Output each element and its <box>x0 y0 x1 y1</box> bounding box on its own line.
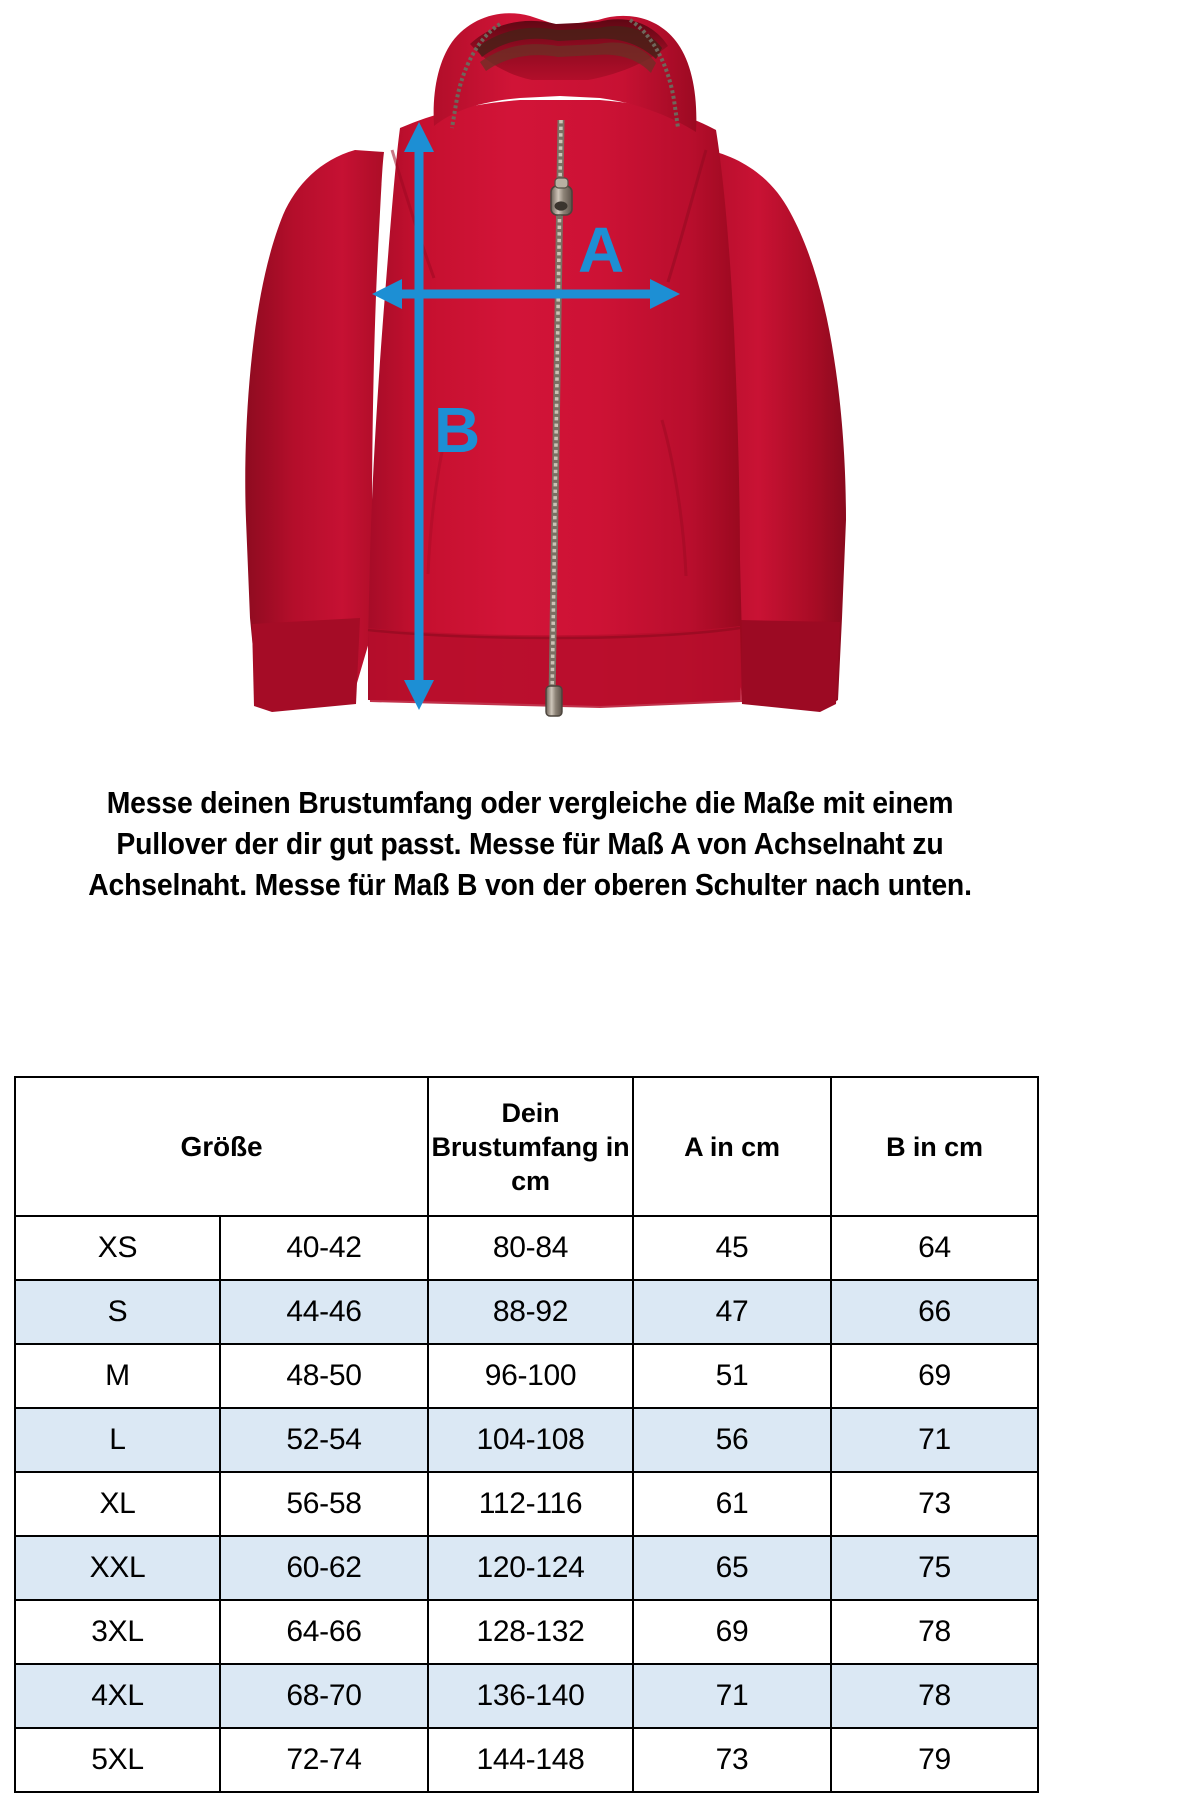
cell-eu-size: 72-74 <box>220 1728 428 1792</box>
cell-b: 79 <box>831 1728 1038 1792</box>
cell-a: 47 <box>633 1280 831 1344</box>
size-table-container <box>14 1076 1037 1793</box>
cell-chest: 80-84 <box>428 1216 633 1280</box>
cell-b: 73 <box>831 1472 1038 1536</box>
cell-size: S <box>15 1280 220 1344</box>
header-row <box>15 1077 1038 1216</box>
cell-b: 75 <box>831 1536 1038 1600</box>
measure-label-a: A <box>578 214 625 286</box>
cell-eu-size: 40-42 <box>220 1216 428 1280</box>
size-table <box>14 1076 1039 1793</box>
table-row <box>15 1344 1038 1408</box>
cell-b: 69 <box>831 1344 1038 1408</box>
cell-chest: 112-116 <box>428 1472 633 1536</box>
table-body <box>15 1216 1038 1792</box>
cell-eu-size: 60-62 <box>220 1536 428 1600</box>
table-header <box>15 1077 1038 1216</box>
cell-eu-size: 64-66 <box>220 1600 428 1664</box>
cell-chest: 88-92 <box>428 1280 633 1344</box>
right-cuff <box>738 620 840 712</box>
cell-size: 5XL <box>15 1728 220 1792</box>
measurement-instructions: Messe deinen Brustumfang oder vergleiche die Maße mit einem Pullover der dir gut passt. Messe für Maß A von Achselnaht zu Achselnaht. Messe für Maß B von der oberen Schulter nach unten. <box>88 785 972 902</box>
column-header-b-in-cm: B in cm <box>831 1077 1038 1216</box>
cell-eu-size: 56-58 <box>220 1472 428 1536</box>
table-row <box>15 1216 1038 1280</box>
cell-chest: 96-100 <box>428 1344 633 1408</box>
cell-b: 64 <box>831 1216 1038 1280</box>
cell-eu-size: 68-70 <box>220 1664 428 1728</box>
table-row <box>15 1536 1038 1600</box>
measure-label-b: B <box>434 394 481 466</box>
cell-size: XS <box>15 1216 220 1280</box>
cell-size: M <box>15 1344 220 1408</box>
cell-a: 71 <box>633 1664 831 1728</box>
cell-chest: 104-108 <box>428 1408 633 1472</box>
column-header-a-in-cm: A in cm <box>633 1077 831 1216</box>
cell-size: 4XL <box>15 1664 220 1728</box>
cell-a: 73 <box>633 1728 831 1792</box>
jacket-illustration <box>0 0 1200 740</box>
cell-a: 56 <box>633 1408 831 1472</box>
cell-b: 66 <box>831 1280 1038 1344</box>
cell-size: XL <box>15 1472 220 1536</box>
zipper-bottom-stop <box>546 686 562 716</box>
left-cuff <box>252 618 360 712</box>
cell-chest: 120-124 <box>428 1536 633 1600</box>
table-row <box>15 1664 1038 1728</box>
column-header-groesse: Größe <box>15 1077 428 1216</box>
cell-a: 65 <box>633 1536 831 1600</box>
cell-chest: 128-132 <box>428 1600 633 1664</box>
cell-a: 61 <box>633 1472 831 1536</box>
cell-a: 69 <box>633 1600 831 1664</box>
cell-size: L <box>15 1408 220 1472</box>
cell-a: 51 <box>633 1344 831 1408</box>
cell-a: 45 <box>633 1216 831 1280</box>
table-row <box>15 1280 1038 1344</box>
table-row <box>15 1472 1038 1536</box>
table-row <box>15 1408 1038 1472</box>
cell-chest: 136-140 <box>428 1664 633 1728</box>
table-row <box>15 1728 1038 1792</box>
cell-b: 78 <box>831 1600 1038 1664</box>
column-header-brustumfang: Dein Brustumfang in cm <box>428 1077 633 1216</box>
cell-eu-size: 52-54 <box>220 1408 428 1472</box>
cell-eu-size: 48-50 <box>220 1344 428 1408</box>
cell-b: 71 <box>831 1408 1038 1472</box>
jacket-graphic <box>0 0 1200 740</box>
table-row <box>15 1600 1038 1664</box>
cell-size: XXL <box>15 1536 220 1600</box>
cell-chest: 144-148 <box>428 1728 633 1792</box>
cell-size: 3XL <box>15 1600 220 1664</box>
cell-eu-size: 44-46 <box>220 1280 428 1344</box>
cell-b: 78 <box>831 1664 1038 1728</box>
